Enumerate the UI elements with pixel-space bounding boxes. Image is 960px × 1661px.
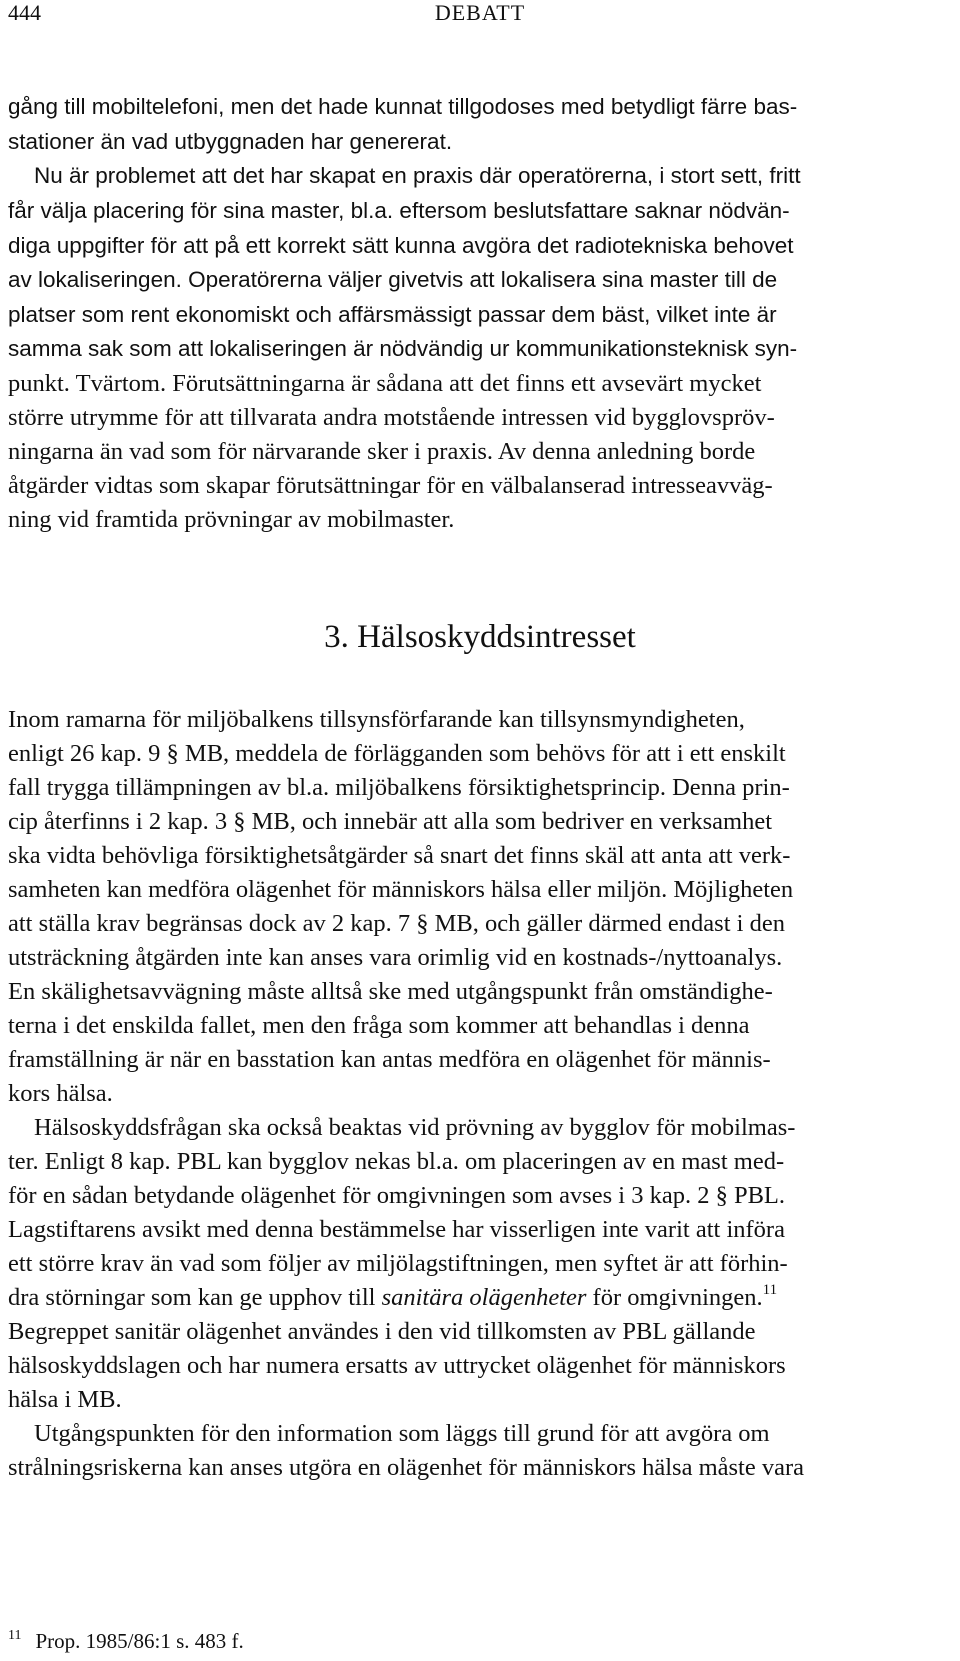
text-line: strålningsriskerna kan anses utgöra en olägenhet för människors hälsa måste vara (8, 1454, 804, 1481)
text-line: diga uppgifter för att på ett korrekt sätt kunna avgöra det radiotekniska behovet (8, 233, 794, 258)
text-line: gång till mobiltelefoni, men det hade kunnat tillgodoses med betydligt färre bas- (8, 94, 798, 119)
footnote-ref[interactable]: 11 (762, 1282, 778, 1298)
text-line: större utrymme för att tillvarata andra motstående intressen vid bygglovspröv- (8, 404, 775, 431)
text-line: punkt. Tvärtom. Förutsättningarna är sådana att det finns ett avsevärt mycket (8, 370, 762, 397)
footnote-text: Prop. 1985/86:1 s. 483 f. (35, 1629, 244, 1653)
italic-term: sanitära olägenheter (381, 1284, 587, 1311)
text-line: samma sak som att lokaliseringen är nödvändig ur kommunikationsteknisk syn- (8, 336, 798, 361)
text-line: Lagstiftarens avsikt med denna bestämmelse har visserligen inte varit att införa (8, 1216, 785, 1243)
text-line: terna i det enskilda fallet, men den fråga som kommer att behandlas i denna (8, 1012, 750, 1039)
page-number: 444 (8, 0, 41, 25)
text-line: får välja placering för sina master, bl.a. eftersom beslutsfattare saknar nödvän- (8, 198, 790, 223)
text-line-with-italic (8, 1284, 908, 1312)
text-line: fall trygga tillämpningen av bl.a. miljöbalkens försiktighetsprincip. Denna prin- (8, 774, 790, 801)
text-line: Hälsoskyddsfrågan ska också beaktas vid prövning av bygglov för mobilmas- (34, 1114, 796, 1141)
text-line: ett större krav än vad som följer av miljölagstiftningen, men syftet är att förhin- (8, 1250, 788, 1277)
text-line: hälsoskyddslagen och har numera ersatts av uttrycket olägenhet för människors (8, 1352, 786, 1379)
text-segment: för omgivningen. (586, 1284, 763, 1311)
text-line: ningarna än vad som för närvarande sker i praxis. Av denna anledning borde (8, 438, 756, 465)
text-line: hälsa i MB. (8, 1386, 122, 1413)
text-line: Utgångspunkten för den information som läggs till grund för att avgöra om (34, 1420, 770, 1447)
text-line: utsträckning åtgärden inte kan anses vara orimlig vid en kostnads-/nyttoanalys. (8, 944, 783, 971)
text-line: En skälighetsavvägning måste alltså ske med utgångspunkt från omständighe- (8, 978, 773, 1005)
text-line: kors hälsa. (8, 1080, 113, 1107)
text-line: Begreppet sanitär olägenhet användes i den vid tillkomsten av PBL gällande (8, 1318, 756, 1345)
text-line: ning vid framtida prövningar av mobilmaster. (8, 506, 455, 533)
text-line: samheten kan medföra olägenhet för människors hälsa eller miljön. Möjligheten (8, 876, 794, 903)
text-segment: dra störningar som kan ge upphov till (8, 1284, 382, 1311)
text-line: stationer än vad utbyggnaden har genererat. (8, 129, 453, 154)
text-line: cip återfinns i 2 kap. 3 § MB, och innebär att alla som bedriver en verksamhet (8, 808, 773, 835)
page-header (0, 0, 960, 30)
text-line: platser som rent ekonomiskt och affärsmässigt passar dem bäst, vilket inte är (8, 302, 777, 327)
text-line: Nu är problemet att det har skapat en praxis där operatörerna, i stort sett, fritt (34, 163, 801, 188)
footnote (8, 1628, 244, 1654)
text-line: ter. Enligt 8 kap. PBL kan bygglov nekas bl.a. om placeringen av en mast med- (8, 1148, 785, 1175)
text-line: för en sådan betydande olägenhet för omgivningen som avses i 3 kap. 2 § PBL. (8, 1182, 786, 1209)
text-line: Inom ramarna för miljöbalkens tillsynsförfarande kan tillsynsmyndigheten, (8, 706, 745, 733)
text-line: enligt 26 kap. 9 § MB, meddela de förlägganden som behövs för att i ett enskilt (8, 740, 786, 767)
text-line: att ställa krav begränsas dock av 2 kap. 7 § MB, och gäller därmed endast i den (8, 910, 785, 937)
footnote-number: 11 (8, 1628, 22, 1643)
text-line: framställning är när en basstation kan antas medföra en olägenhet för männis- (8, 1046, 771, 1073)
text-line: av lokaliseringen. Operatörerna väljer givetvis att lokalisera sina master till de (8, 267, 778, 292)
section-heading: 3. Hälsoskyddsintresset (324, 619, 636, 655)
running-head: DEBATT (434, 0, 526, 25)
text-line: ska vidta behövliga försiktighetsåtgärder så snart det finns skäl att anta att verk- (8, 842, 791, 869)
text-line: åtgärder vidtas som skapar förutsättningar för en välbalanserad intresseavväg- (8, 472, 773, 499)
